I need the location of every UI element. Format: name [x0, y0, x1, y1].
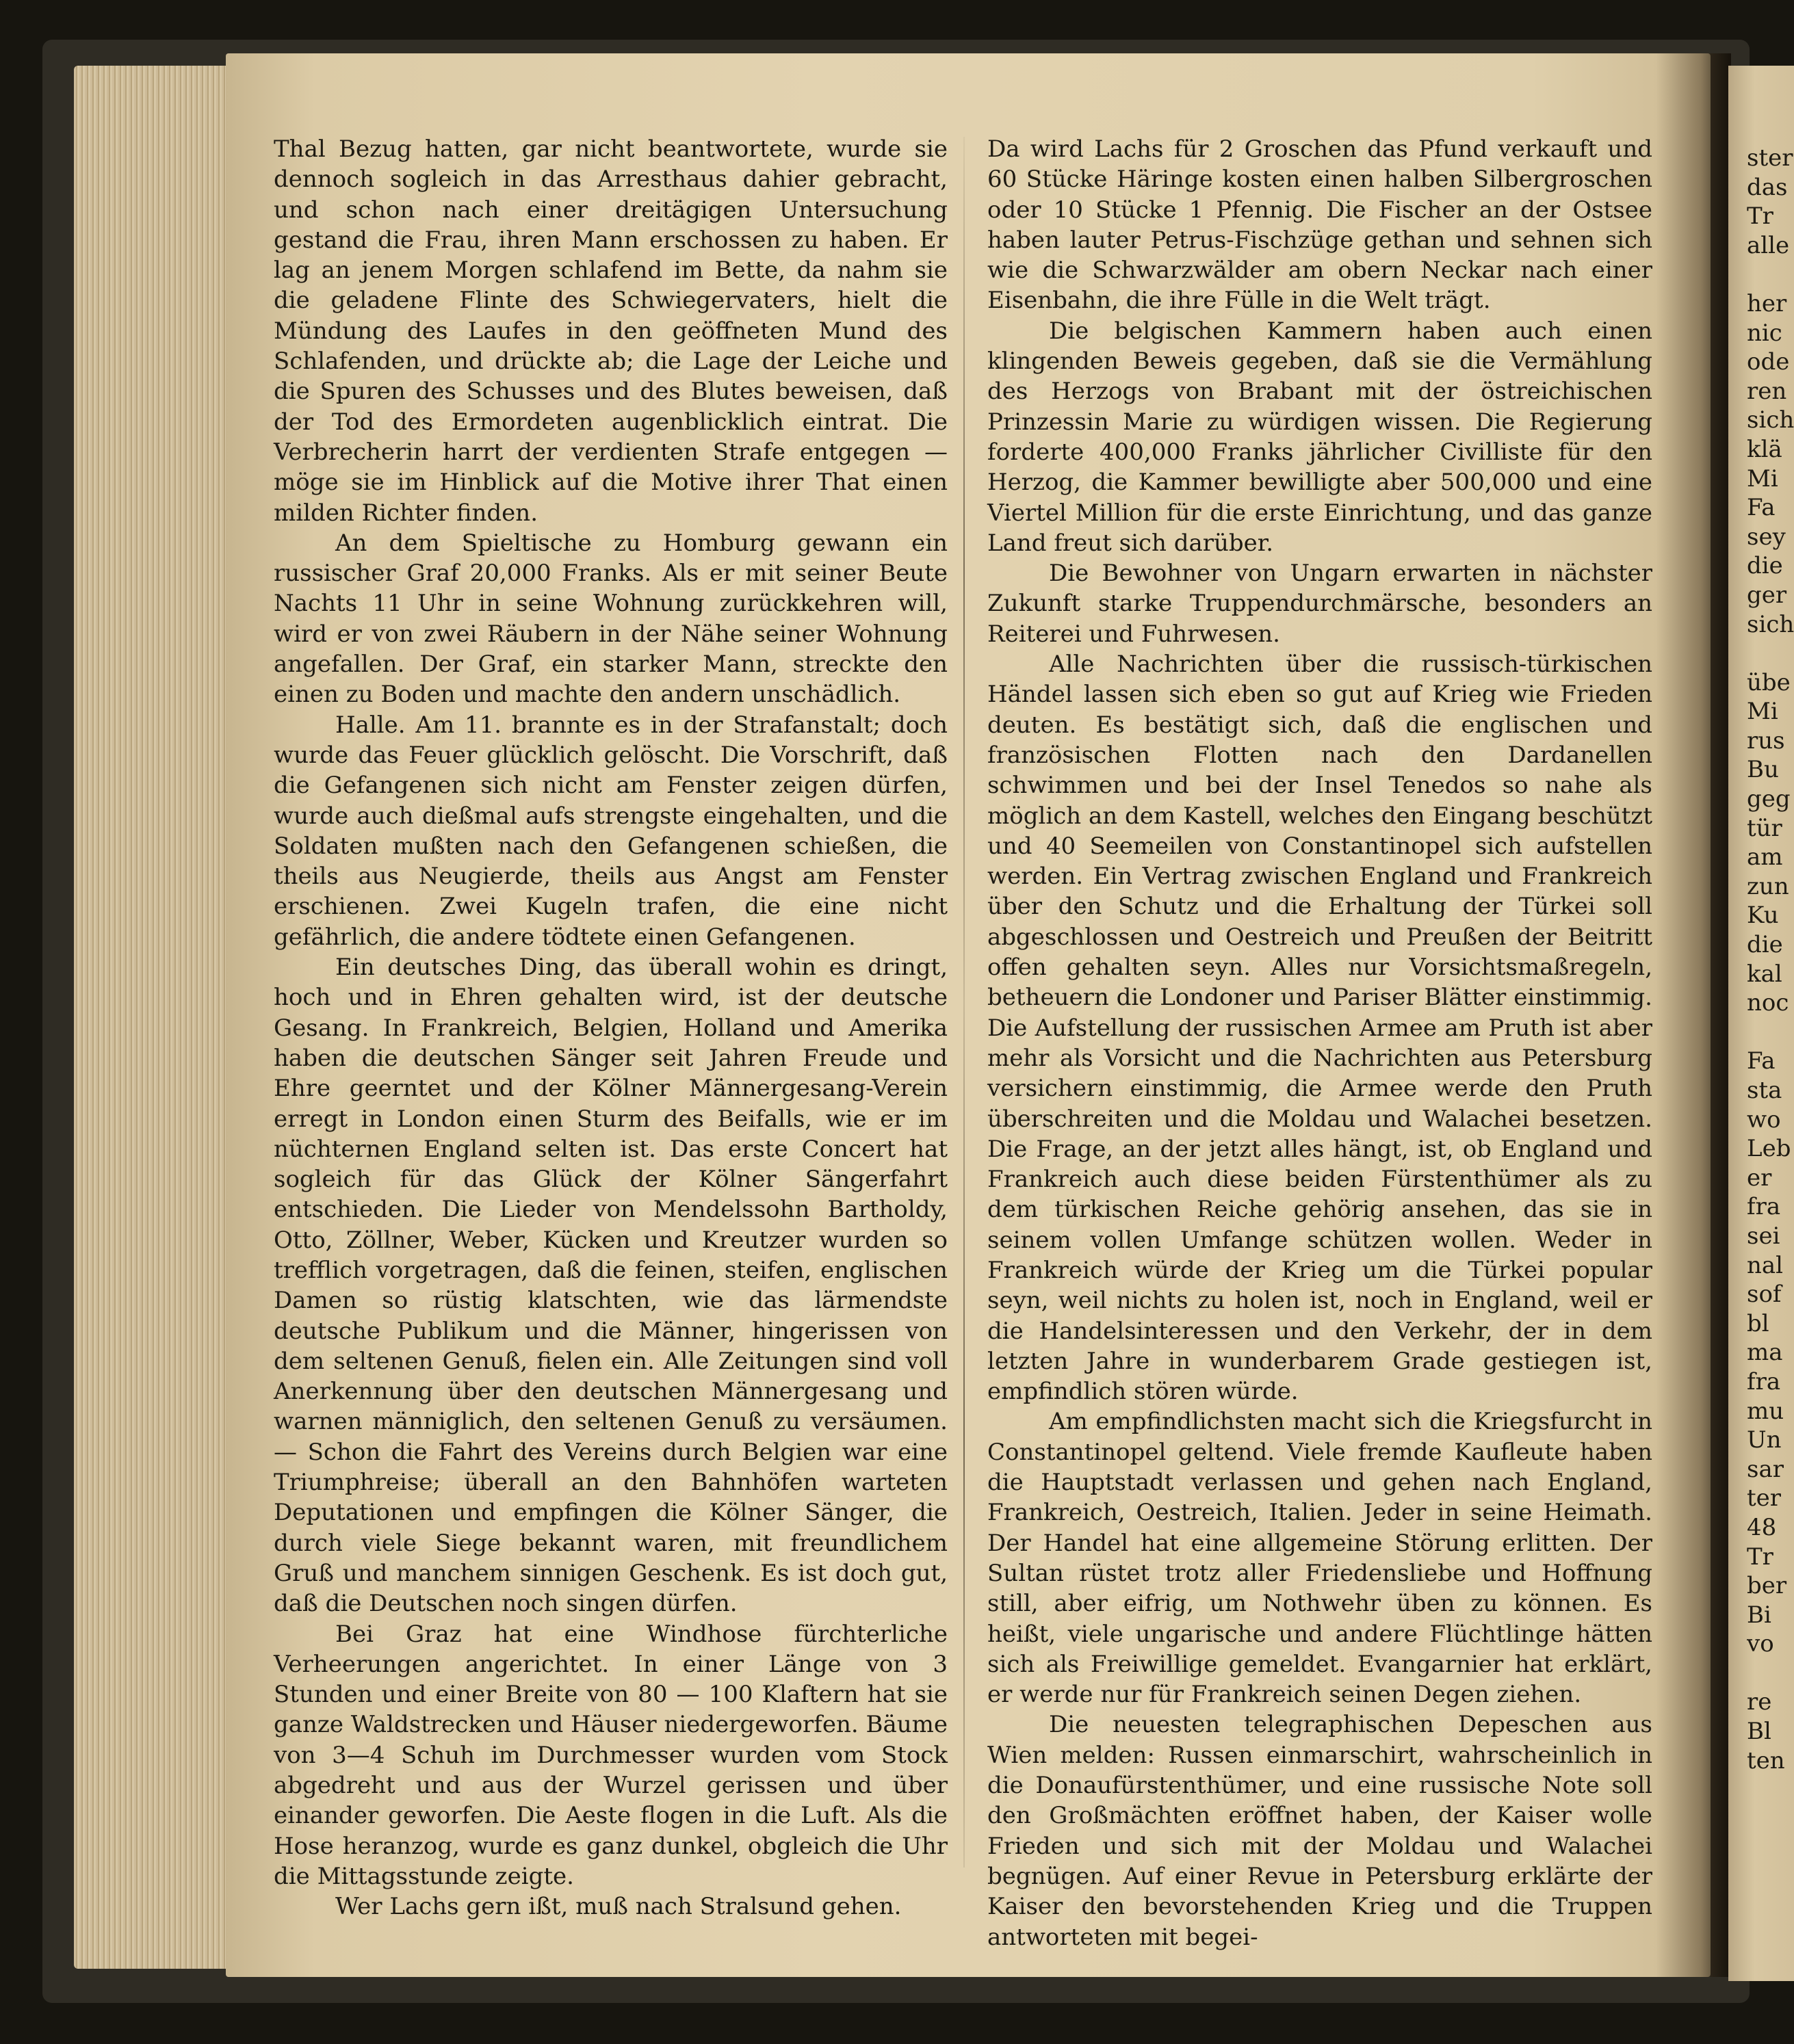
facing-page-fragment: [1747, 639, 1794, 668]
facing-page-fragment: ma: [1747, 1339, 1783, 1367]
facing-page-fragment: fra: [1747, 1367, 1781, 1396]
facing-page-fragment: Fa: [1747, 1047, 1776, 1075]
facing-page-fragment: Leb: [1747, 1135, 1791, 1163]
paragraph: Die Bewohner von Ungarn erwarten in nächster Zukunft starke Truppendurchmärsche, besonders an Reiterei und Fuhrwesen.: [987, 560, 1652, 648]
facing-page-fragment: die: [1747, 931, 1783, 959]
facing-page-fragment: Bl: [1747, 1718, 1771, 1746]
facing-page-fragment: am: [1747, 843, 1783, 872]
facing-page-fragment: kal: [1747, 960, 1782, 988]
facing-page-fragment: ster: [1747, 144, 1793, 172]
facing-page-fragment: nal: [1747, 1251, 1784, 1279]
facing-page-fragment: [1747, 260, 1794, 289]
facing-page-fragment: Fa: [1747, 494, 1776, 522]
paragraph: Da wird Lachs für 2 Groschen das Pfund verkauft und 60 Stücke Häringe kosten einen halben Silbergroschen oder 10 Stücke 1 Pfennig. Die Fischer an der Ostsee haben lauter Petrus-Fischzüge gethan und sehnen sich wie die Schwarzwälder am obern Neckar nach einer Eisenbahn, die ihre Fülle in die Welt trägt.: [987, 135, 1652, 315]
facing-page-fragment: 48: [1747, 1513, 1777, 1541]
paragraph: An dem Spieltische zu Homburg gewann ein russischer Graf 20,000 Franks. Als er mit seiner Beute Nachts 11 Uhr in seine Wohnung zurückkehren will, wird er von zwei Räubern in der Nähe seiner Wohnung angefallen. Der Graf, ein starker Mann, streckte den einen zu Boden und machte den andern unschädlich.: [274, 529, 948, 709]
facing-page-fragment: geg: [1747, 785, 1791, 813]
paragraph: Bei Graz hat eine Windhose fürchterliche Verheerungen angerichtet. In einer Länge von 3 Stunden und einer Breite von 80 — 100 Klaftern hat sie ganze Waldstrecken und Häuser niedergeworfen. Bäume von 3—4 Schuh im Durchmesser wurden vom Stock abgedreht und aus der Wurzel gerissen und über einander geworfen. Die Aeste flogen in die Luft. Als die Hose heranzog, wurde es ganz dunkel, obgleich die Uhr die Mittagsstunde zeigte.: [274, 1620, 948, 1890]
facing-page-fragment: [1747, 1659, 1794, 1688]
facing-page-fragment: sey: [1747, 523, 1786, 551]
facing-page-text-fragments: [1747, 144, 1794, 1775]
right-text-column: [987, 134, 1652, 1952]
paragraph: Die belgischen Kammern haben auch einen klingenden Beweis gegeben, daß sie die Vermählung des Herzogs von Brabant mit der östreichischen Prinzessin Marie zu würdigen wissen. Die Regierung forderte 400,000 Franks jährlicher Civilliste für den Herzog, die Kammer bewilligte aber 500,000 und eine Viertel Million für die erste Einrichtung, und das ganze Land freut sich darüber.: [987, 317, 1652, 557]
facing-page-fragment: sof: [1747, 1281, 1782, 1309]
paragraph: Halle. Am 11. brannte es in der Strafanstalt; doch wurde das Feuer glücklich gelöscht. Die Vorschrift, daß die Gefangenen sich nicht am Fenster zeigen dürfen, wurde auch dießmal aufs strengste eingehalten, und die Soldaten mußten nach den Gefangenen schießen, die theils aus Neugierde, theils aus Angst am Fenster erschienen. Zwei Kugeln trafen, die eine nicht gefährlich, die andere tödtete einen Gefangenen.: [274, 711, 948, 951]
facing-page-fragment: bl: [1747, 1309, 1769, 1337]
facing-page-fragment: sich: [1747, 610, 1794, 638]
facing-page-fragment: Un: [1747, 1426, 1782, 1454]
facing-page-fragment: noc: [1747, 989, 1789, 1017]
facing-page-fragment: Mi: [1747, 698, 1778, 726]
facing-page-fragment: Ku: [1747, 902, 1779, 930]
facing-page-fragment: rus: [1747, 726, 1785, 755]
paragraph: Wer Lachs gern ißt, muß nach Stralsund gehen.: [335, 1893, 902, 1921]
facing-page-fragment: alle: [1747, 231, 1790, 259]
facing-page-fragment: Bi: [1747, 1601, 1771, 1629]
facing-page-fragment: vo: [1747, 1630, 1774, 1658]
facing-page-fragment: Bu: [1747, 756, 1779, 784]
paragraph: Ein deutsches Ding, das überall wohin es dringt, hoch und in Ehren gehalten wird, ist der deutsche Gesang. In Frankreich, Belgien, Holland und Amerika haben die deutschen Sänger seit Jahren Freude und Ehre geerntet und der Kölner Männergesang-Verein erregt in London einen Sturm des Beifalls, wie er im nüchternen England selten ist. Das erste Concert hat sogleich für das Glück der Kölner Sängerfahrt entschieden. Die Lieder von Mendelssohn Bartholdy, Otto, Zöllner, Weber, Kücken und Kreutzer wurden so trefflich vorgetragen, daß die feinen, steifen, englischen Damen so rüstig klatschten, wie das lärmendste deutsche Publikum und die Männer, hingerissen von dem seltenen Genuß, fielen ein. Alle Zeitungen sind voll Anerkennung über den deutschen Männergesang und warnen männiglich, den seltenen Genuß zu versäumen. — Schon die Fahrt des Vereins durch Belgien war eine Triumphreise; überall an den Bahnhöfen warteten Deputationen und empfingen die Kölner Sänger, die durch viele Siege bekannt waren, mit freundlichem Gruß und manchem sinnigen Geschenk. Es ist doch gut, daß die Deutschen noch singen dürfen.: [274, 954, 948, 1618]
facing-page-fragment: ger: [1747, 581, 1787, 609]
facing-page-fragment: ten: [1747, 1746, 1785, 1774]
facing-page-fragment: sich: [1747, 406, 1794, 434]
facing-page-fragment: sei: [1747, 1222, 1780, 1250]
facing-page-fragment: er: [1747, 1164, 1772, 1192]
facing-page-fragment: re: [1747, 1688, 1772, 1716]
facing-page-fragment: ode: [1747, 348, 1790, 376]
paragraph: Die neuesten telegraphischen Depeschen aus Wien melden: Russen einmarschirt, wahrscheinlich in die Donaufürstenthümer, und eine russische Note soll den Großmächten eröffnet haben, der Kaiser wolle Frieden und sich mit der Moldau und Walachei begnügen. Auf einer Revue in Petersburg erklärte der Kaiser den bevorstehenden Krieg und die Truppen antworteten mit begei-: [987, 1711, 1652, 1951]
facing-page-fragment: mu: [1747, 1397, 1784, 1425]
paragraph: Thal Bezug hatten, gar nicht beantwortete, wurde sie dennoch sogleich in das Arresthaus dahier gebracht, und schon nach einer dreitägigen Untersuchung gestand die Frau, ihren Mann erschossen zu haben. Er lag an jenem Morgen schlafend im Bette, da nahm sie die geladene Flinte des Schwiegervaters, hielt die Mündung des Laufes in den geöffneten Mund des Schlafenden, und drückte ab; die Lage der Leiche und die Spuren des Schusses und des Blutes beweisen, daß der Tod des Ermordeten augenblicklich eintrat. Die Verbrecherin harrt der verdienten Strafe entgegen — möge sie im Hinblick auf die Motive ihrer That einen milden Richter finden.: [274, 135, 948, 527]
facing-page-fragment: [1747, 1018, 1794, 1047]
page-edges: [74, 66, 245, 1969]
facing-page-fragment: Tr: [1747, 202, 1773, 231]
facing-page-fragment: fra: [1747, 1193, 1781, 1221]
facing-page-fragment: ter: [1747, 1484, 1782, 1512]
facing-page-fragment: ren: [1747, 377, 1787, 405]
facing-page-fragment: zun: [1747, 872, 1789, 900]
facing-page-fragment: Mi: [1747, 464, 1778, 493]
facing-page-fragment: nic: [1747, 319, 1782, 347]
spine-shadow: [1656, 53, 1731, 1977]
facing-page-fragment: tür: [1747, 814, 1782, 842]
facing-page-fragment: klä: [1747, 435, 1782, 463]
facing-page-fragment: die: [1747, 552, 1783, 580]
paragraph: Alle Nachrichten über die russisch-türkischen Händel lassen sich eben so gut auf Krieg wie Frieden deuten. Es bestätigt sich, daß die englischen und französischen Flotten nach den Dardanellen schwimmen und bei der Insel Tenedos so nahe als möglich an dem Kastell, welches den Eingang beschützt und 40 Seemeilen von Constantinopel sich aufstellen werden. Ein Vertrag zwischen England und Frankreich über den Schutz und die Erhaltung der Türkei soll abgeschlossen und Oestreich und Preußen der Beitritt offen gehalten seyn. Alles nur Vorsichtsmaßregeln, betheuern die Londoner und Pariser Blätter einstimmig. Die Aufstellung der russischen Armee am Pruth ist aber mehr als Vorsicht und die Nachrichten aus Petersburg versichern einstimmig, die Armee werde den Pruth überschreiten und die Moldau und Walachei besetzen. Die Frage, an der jetzt alles hängt, ist, ob England und Frankreich auch diese beiden Fürstenthümer als zu dem türkischen Reiche gehörig ansehen, das sie in seinem vollen Umfange schützen wollen. Weder in Frankreich würde der Krieg um die Türkei popular seyn, weil nichts zu holen ist, noch in England, weil er die Handelsinteressen und den Verkehr, der in dem letzten Jahre in wunderbarem Grade gestiegen ist, empfindlich stören würde.: [987, 651, 1652, 1406]
facing-page-fragment: sta: [1747, 1077, 1782, 1104]
left-text-column: [274, 134, 948, 1922]
facing-page-fragment: Tr: [1747, 1543, 1773, 1571]
facing-page-fragment: das: [1747, 173, 1788, 201]
facing-page-fragment: wo: [1747, 1105, 1781, 1134]
column-divider: [963, 137, 965, 1868]
facing-page-fragment: ber: [1747, 1572, 1787, 1600]
facing-page-fragment: her: [1747, 289, 1787, 317]
facing-page-fragment: sar: [1747, 1455, 1784, 1483]
facing-page-fragment: übe: [1747, 668, 1791, 696]
paragraph: Am empfindlichsten macht sich die Kriegsfurcht in Constantinopel geltend. Viele fremde Kaufleute haben die Hauptstadt verlassen und gehen nach England, Frankreich, Oestreich, Italien. Jeder in seine Heimath. Der Handel hat eine allgemeine Störung erlitten. Der Sultan rüstet trotz aller Friedensliebe und Hoffnung still, aber eifrig, um Nothwehr üben zu können. Es heißt, viele ungarische und andere Flüchtlinge hätten sich als Freiwillige gemeldet. Evangarnier hat erklärt, er werde nur für Frankreich seinen Degen ziehen.: [987, 1408, 1652, 1709]
